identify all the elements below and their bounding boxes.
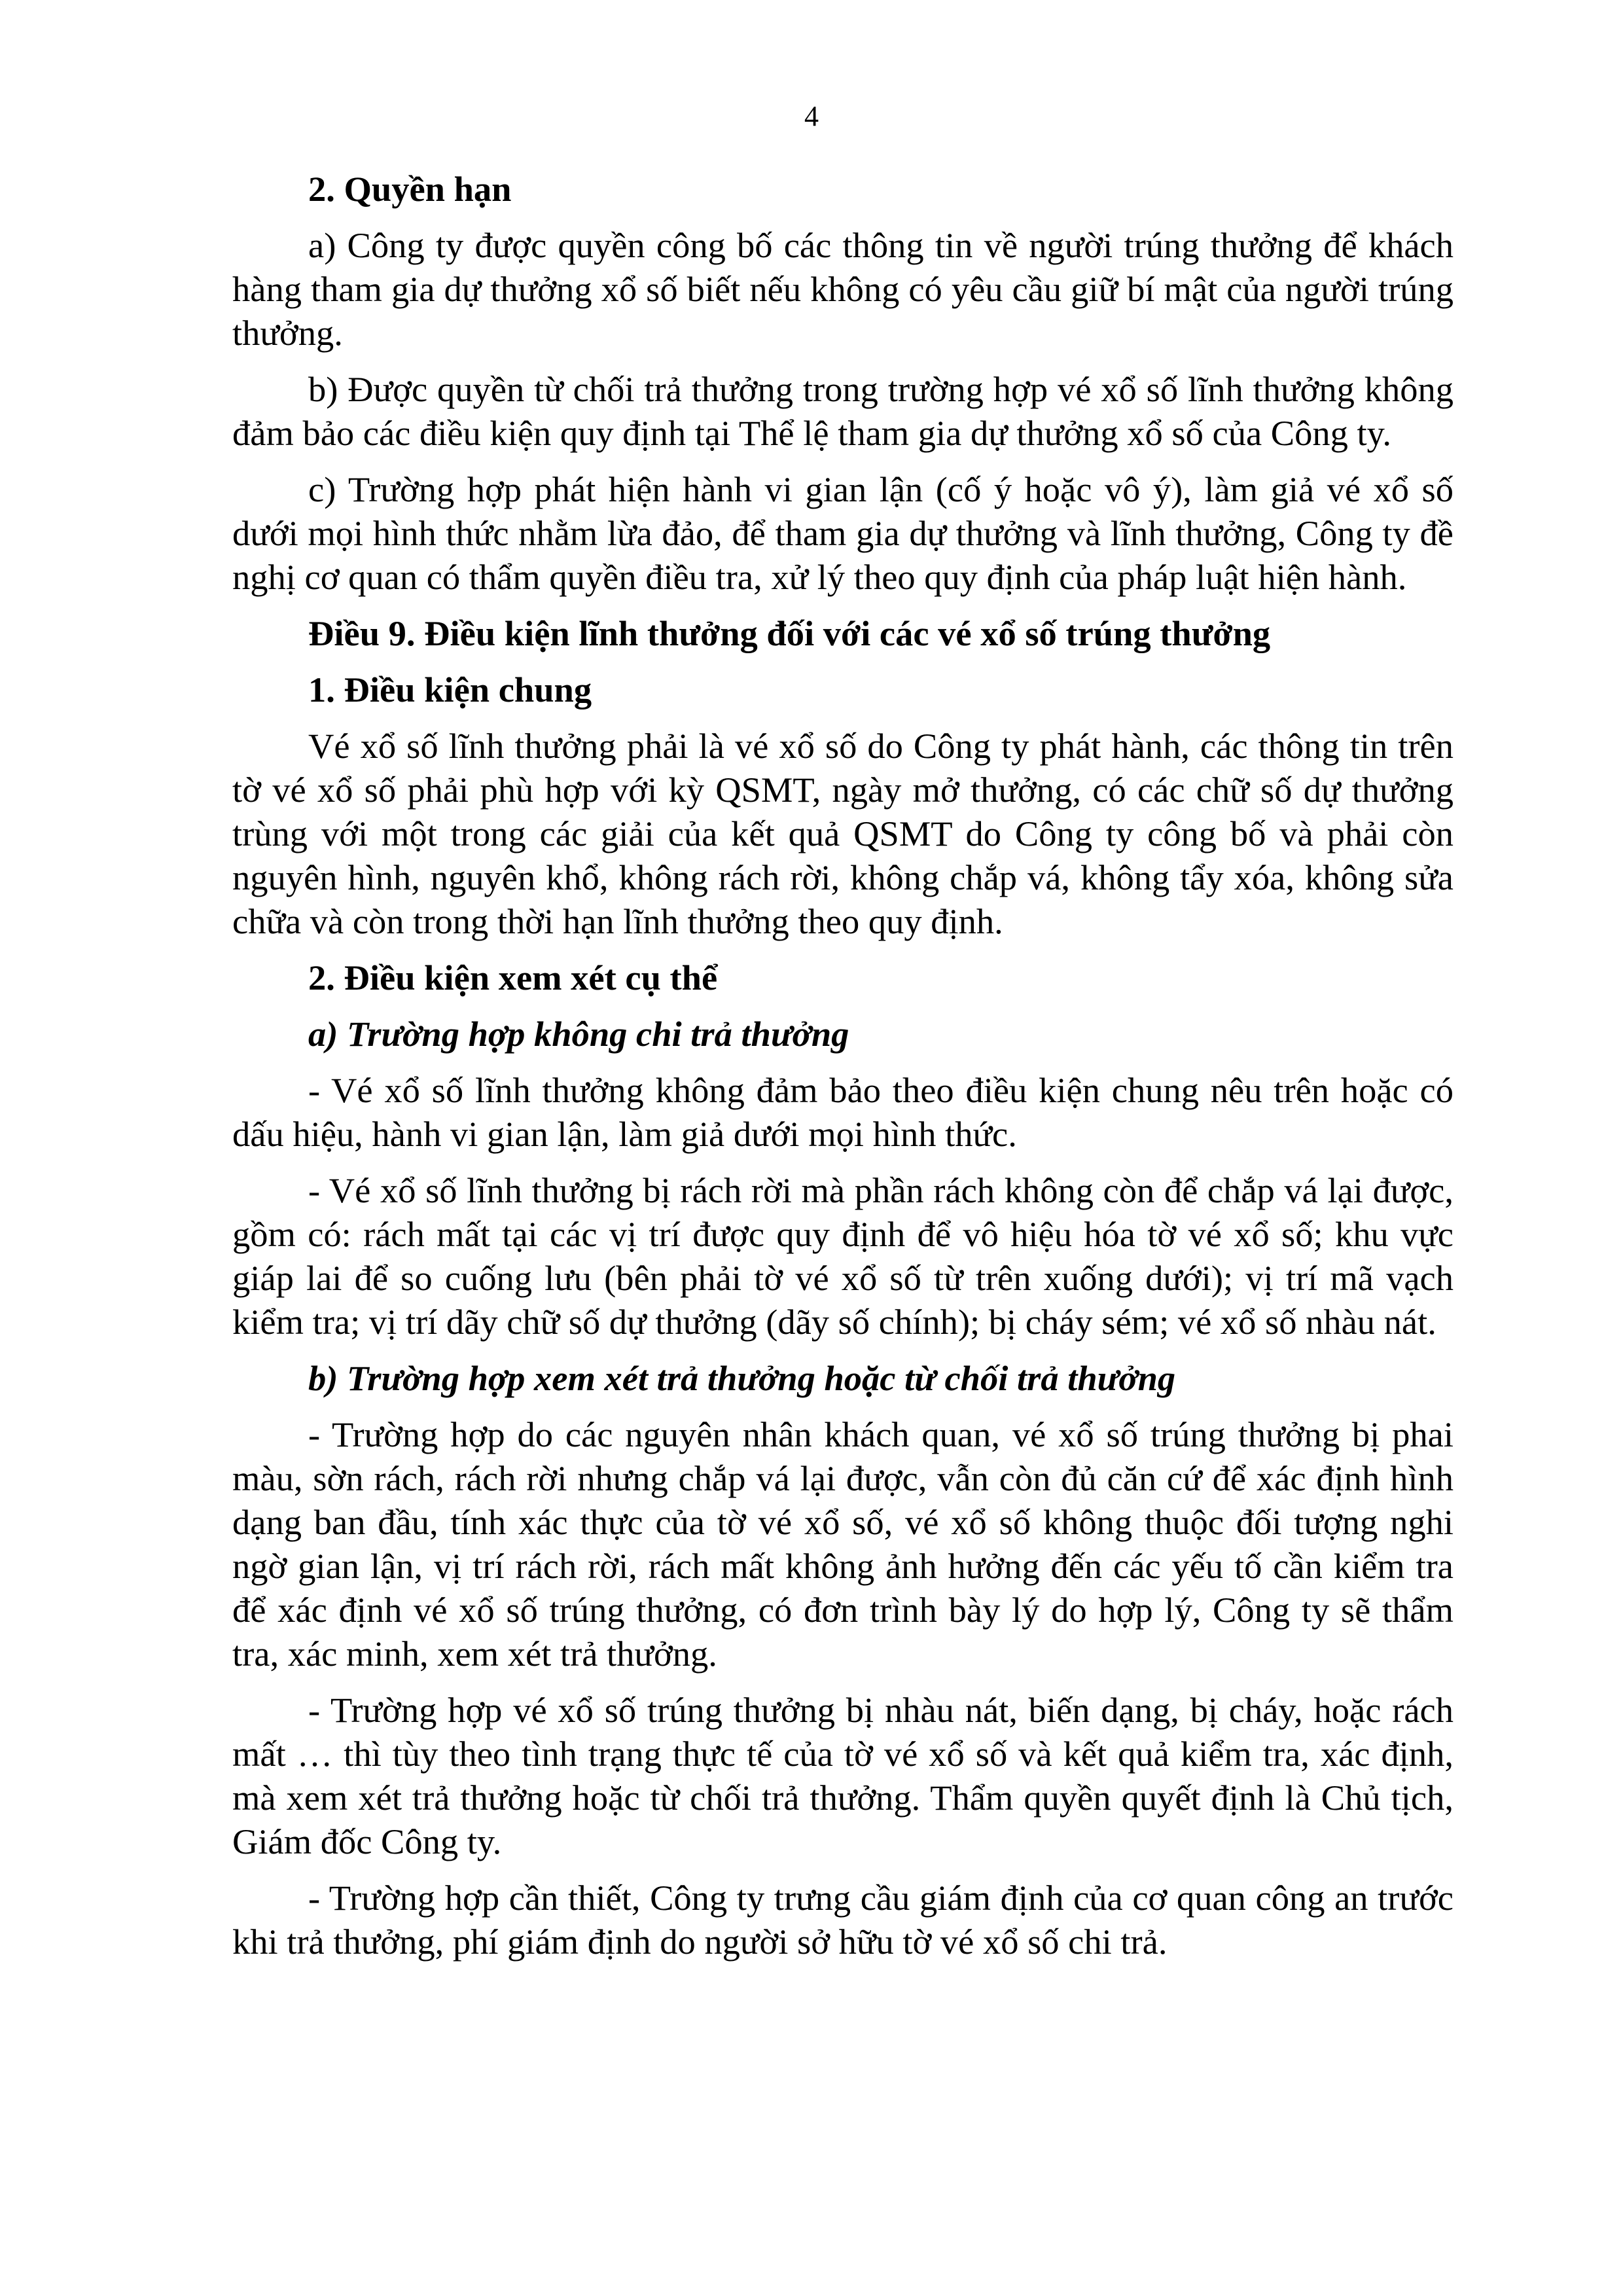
paragraph-quyen-han-b: b) Được quyền từ chối trả thưởng trong trường hợp vé xổ số lĩnh thưởng không đảm bảo các điều kiện quy định tại Thể lệ tham gia dự thưởng xổ số của Công ty. — [232, 369, 1454, 453]
case-b-paragraph-1: - Trường hợp do các nguyên nhân khách quan, vé xổ số trúng thưởng bị phai màu, sờn rách, rách rời nhưng chắp vá lại được, vẫn còn đủ căn cứ để xác định hình dạng ban đầu, tính xác thực của tờ vé xổ số, vé xổ số không thuộc đối tượng nghi ngờ gian lận, vị trí rách rời, rách mất không ảnh hưởng đến các yếu tố cần kiểm tra để xác định vé xổ số trúng thưởng, có đơn trình bày lý do hợp lý, Công ty sẽ thẩm tra, xác minh, xem xét trả thưởng. — [232, 1414, 1454, 1674]
page-number: 4 — [804, 100, 819, 132]
specific-conditions-heading: 2. Điều kiện xem xét cụ thể — [308, 958, 718, 997]
case-a-heading: a) Trường hợp không chi trả thưởng — [308, 1014, 849, 1054]
case-b-paragraph-3: - Trường hợp cần thiết, Công ty trưng cầu giám định của cơ quan công an trước khi trả thưởng, phí giám định do người sở hữu tờ vé xổ số chi trả. — [232, 1878, 1454, 1962]
article-9-heading: Điều 9. Điều kiện lĩnh thưởng đối với các vé xổ số trúng thưởng — [308, 613, 1271, 653]
case-a-paragraph-1: - Vé xổ số lĩnh thưởng không đảm bảo theo điều kiện chung nêu trên hoặc có dấu hiệu, hành vi gian lận, làm giả dưới mọi hình thức. — [232, 1070, 1454, 1154]
general-conditions-paragraph: Vé xổ số lĩnh thưởng phải là vé xổ số do Công ty phát hành, các thông tin trên tờ vé xổ số phải phù hợp với kỳ QSMT, ngày mở thưởng, có các chữ số dự thưởng trùng với một trong các giải của kết quả QSMT do Công ty công bố và phải còn nguyên hình, nguyên khổ, không rách rời, không chắp vá, không tẩy xóa, không sửa chữa và còn trong thời hạn lĩnh thưởng theo quy định. — [232, 726, 1454, 941]
paragraph-quyen-han-c: c) Trường hợp phát hiện hành vi gian lận (cố ý hoặc vô ý), làm giả vé xổ số dưới mọi hình thức nhằm lừa đảo, để tham gia dự thưởng và lĩnh thưởng, Công ty đề nghị cơ quan có thẩm quyền điều tra, xử lý theo quy định của pháp luật hiện hành. — [232, 469, 1454, 597]
general-conditions-heading: 1. Điều kiện chung — [308, 670, 592, 709]
case-b-heading: b) Trường hợp xem xét trả thưởng hoặc từ chối trả thưởng — [308, 1358, 1176, 1398]
paragraph-quyen-han-a: a) Công ty được quyền công bố các thông tin về người trúng thưởng để khách hàng tham gia dự thưởng xổ số biết nếu không có yêu cầu giữ bí mật của người trúng thưởng. — [232, 225, 1454, 353]
case-b-paragraph-2: - Trường hợp vé xổ số trúng thưởng bị nhàu nát, biến dạng, bị cháy, hoặc rách mất … thì tùy theo tình trạng thực tế của tờ vé xổ số và kết quả kiểm tra, xác định, mà xem xét trả thưởng hoặc từ chối trả thưởng. Thẩm quyền quyết định là Chủ tịch, Giám đốc Công ty. — [232, 1690, 1454, 1861]
section-heading-quyen-han: 2. Quyền hạn — [308, 169, 512, 209]
document-body — [232, 167, 1454, 1976]
case-a-paragraph-2: - Vé xổ số lĩnh thưởng bị rách rời mà phần rách không còn để chắp vá lại được, gồm có: rách mất tại các vị trí được quy định để vô hiệu hóa tờ vé xổ số; khu vực giáp lai để so cuống lưu (bên phải tờ vé xổ số từ trên xuống dưới); vị trí mã vạch kiểm tra; vị trí dãy chữ số dự thưởng (dãy số chính); bị cháy sém; vé xổ số nhàu nát. — [232, 1170, 1454, 1342]
